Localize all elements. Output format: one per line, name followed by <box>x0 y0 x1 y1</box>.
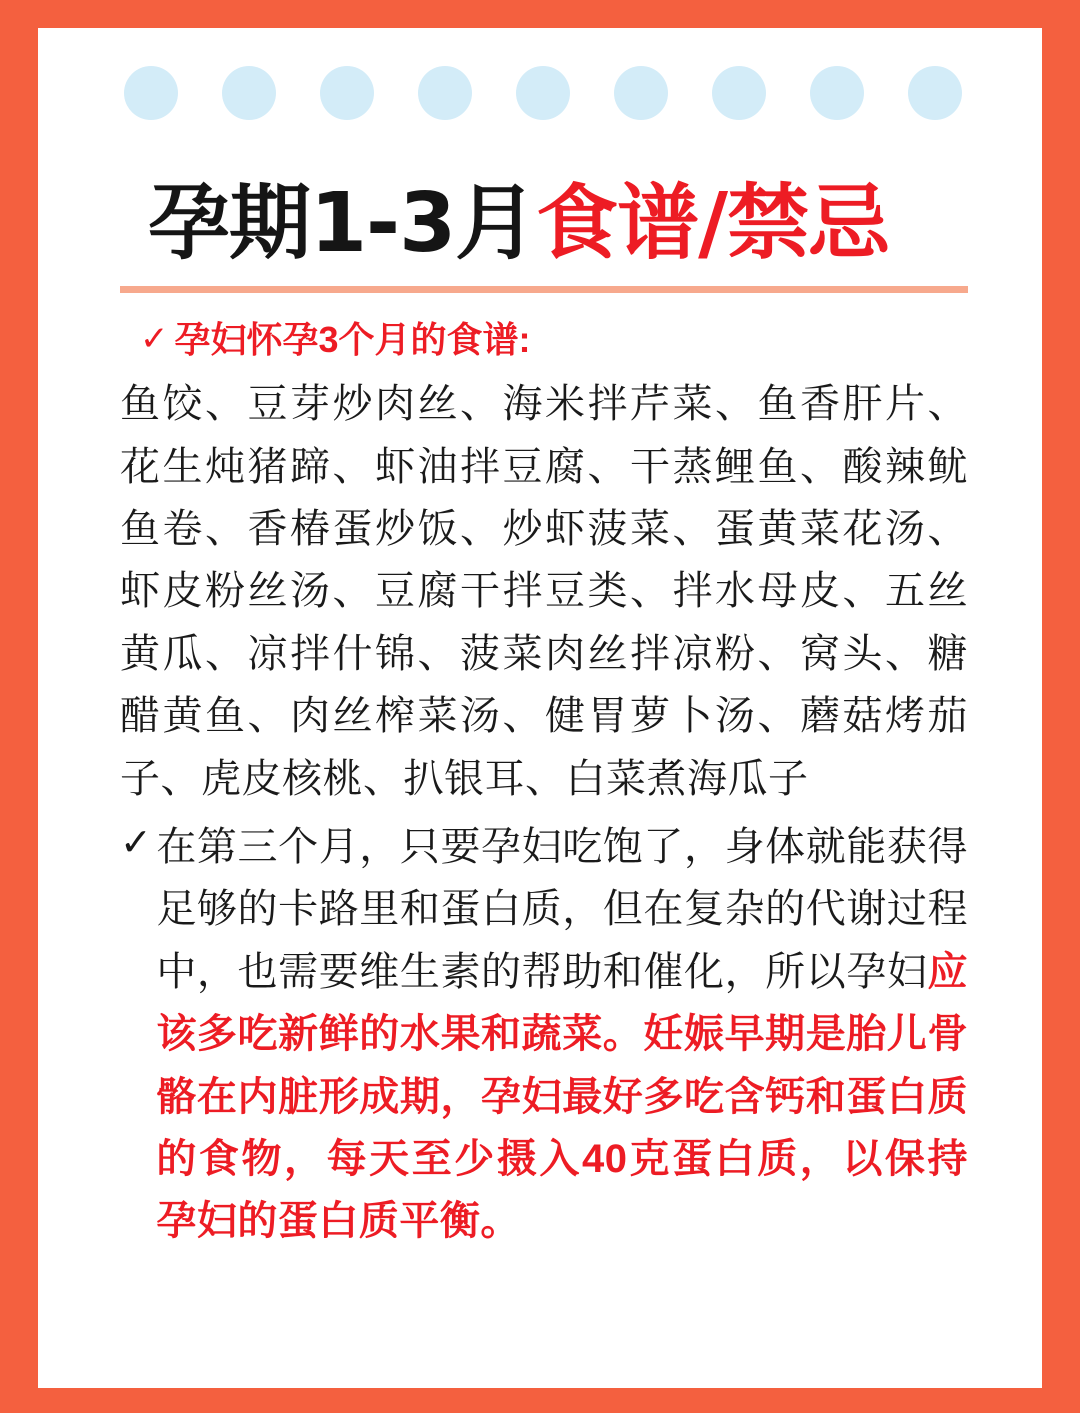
binder-ring-icon <box>320 66 374 120</box>
recipe-list-paragraph: 鱼饺、豆芽炒肉丝、海米拌芹菜、鱼香肝片、花生炖猪蹄、虾油拌豆腐、干蒸鲤鱼、酸辣鱿鱼卷、香椿蛋炒饭、炒虾菠菜、蛋黄菜花汤、虾皮粉丝汤、豆腐干拌豆类、拌水母皮、五丝黄瓜、凉拌什锦、菠菜肉丝拌凉粉、窝头、糖醋黄鱼、肉丝榨菜汤、健胃萝卜汤、蘑菇烤茄子、虎皮核桃、扒银耳、白菜煮海瓜子 <box>120 382 968 801</box>
binder-ring-icon <box>908 66 962 120</box>
section-heading <box>120 315 968 365</box>
binder-ring-icon <box>418 66 472 120</box>
note-highlight-text: 应该多吃新鲜的水果和蔬菜。妊娠早期是胎儿骨骼在内脏形成期，孕妇最好多吃含钙和蛋白质的食物，每天至少摄入40克蛋白质，以保持孕妇的蛋白质平衡。 <box>156 949 968 1244</box>
note-paragraph <box>120 816 968 1253</box>
binder-ring-icon <box>222 66 276 120</box>
section-heading-colon: : <box>518 318 531 360</box>
poster-card <box>38 28 1042 1388</box>
binder-ring-icon <box>810 66 864 120</box>
title-divider <box>120 286 968 293</box>
check-icon: ✓ <box>120 821 153 864</box>
page-title-red: 食谱/禁忌 <box>536 176 890 271</box>
binder-ring-icon <box>712 66 766 120</box>
binder-ring-icon <box>516 66 570 120</box>
page-title <box>120 150 968 282</box>
page-title-black: 孕期1-3月 <box>148 176 537 271</box>
binder-rings <box>38 28 1042 158</box>
binder-ring-icon <box>614 66 668 120</box>
check-icon: ✓ <box>140 319 169 358</box>
poster-content <box>38 150 1042 1253</box>
binder-ring-icon <box>124 66 178 120</box>
note-plain-text: 在第三个月，只要孕妇吃饱了，身体就能获得足够的卡路里和蛋白质，但在复杂的代谢过程中，也需要维生素的帮助和催化，所以孕妇 <box>156 824 968 994</box>
section-heading-label: 孕妇怀孕3个月的食谱 <box>174 318 519 360</box>
